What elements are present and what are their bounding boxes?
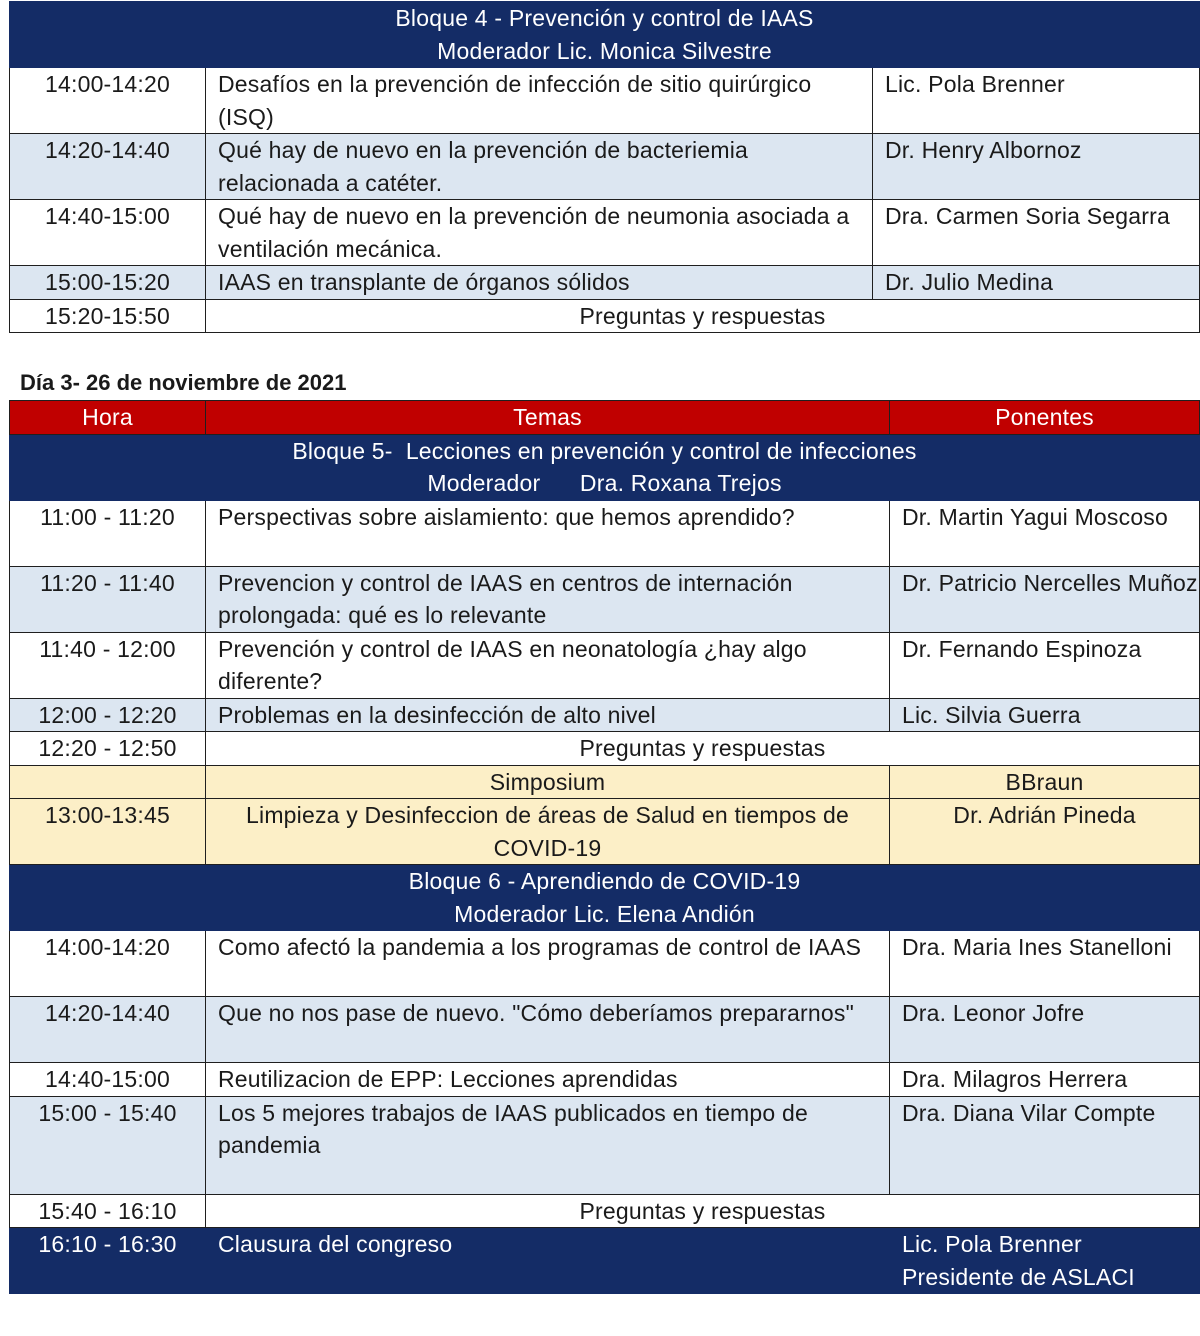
session-speaker: Dr. Julio Medina (873, 266, 1200, 300)
qa-row (10, 299, 1200, 333)
block4-header-band (10, 2, 1200, 68)
session-topic: Los 5 mejores trabajos de IAAS publicados en tiempo de pandemia (206, 1096, 890, 1194)
session-topic: Prevención y control de IAAS en neonatología ¿hay algo diferente? (206, 632, 890, 698)
session-speaker: Dra. Leonor Jofre (890, 997, 1200, 1063)
session-speaker: Dra. Diana Vilar Compte (890, 1096, 1200, 1194)
qa-row (10, 732, 1200, 766)
session-topic: Desafíos en la prevención de infección de sitio quirúrgico (ISQ) (206, 68, 873, 134)
day3-heading: Día 3- 26 de noviembre de 2021 (20, 370, 347, 395)
table-row (10, 931, 1200, 997)
session-speaker: Dra. Maria Ines Stanelloni (890, 931, 1200, 997)
table-row (10, 1096, 1200, 1194)
table-row (10, 632, 1200, 698)
session-time: 11:20 - 11:40 (10, 566, 206, 632)
closing-topic: Clausura del congreso (206, 1228, 890, 1294)
session-speaker: Lic. Pola Brenner (873, 68, 1200, 134)
session-time: 15:00-15:20 (10, 266, 206, 300)
block5-header-band (10, 434, 1200, 500)
block6-header-band (10, 865, 1200, 931)
session-time: 11:00 - 11:20 (10, 500, 206, 566)
session-topic: Perspectivas sobre aislamiento: que hemos aprendido? (206, 500, 890, 566)
header-hora: Hora (10, 401, 206, 435)
symposium-label: Simposium (206, 765, 890, 799)
qa-label: Preguntas y respuestas (206, 299, 1200, 333)
closing-time: 16:10 - 16:30 (10, 1228, 206, 1294)
block4-schedule-table (9, 1, 1200, 333)
qa-time: 12:20 - 12:50 (10, 732, 206, 766)
session-time: 14:40-15:00 (10, 1063, 206, 1097)
header-ponentes: Ponentes (890, 401, 1200, 435)
table-row (10, 266, 1200, 300)
session-time: 12:00 - 12:20 (10, 698, 206, 732)
table-row (10, 997, 1200, 1063)
session-speaker: Lic. Silvia Guerra (890, 698, 1200, 732)
symposium-header-row (10, 765, 1200, 799)
block5-moderator: Moderador Dra. Roxana Trejos (427, 470, 782, 496)
qa-time: 15:40 - 16:10 (10, 1194, 206, 1228)
session-time: 14:20-14:40 (10, 134, 206, 200)
column-header-row (10, 401, 1200, 435)
session-topic: Problemas en la desinfección de alto nivel (206, 698, 890, 732)
table-row (10, 566, 1200, 632)
block6-moderator: Moderador Lic. Elena Andión (454, 900, 755, 927)
day3-schedule-table (9, 400, 1200, 1294)
closing-speaker-cell (890, 1228, 1200, 1294)
table-row (10, 698, 1200, 732)
symposium-row (10, 799, 1200, 865)
closing-row (10, 1228, 1200, 1294)
session-topic: Qué hay de nuevo en la prevención de bacteriemia relacionada a catéter. (206, 134, 873, 200)
qa-label: Preguntas y respuestas (206, 732, 1200, 766)
qa-row (10, 1194, 1200, 1228)
block6-title: Bloque 6 - Aprendiendo de COVID-19 (408, 868, 801, 894)
session-time: 14:20-14:40 (10, 997, 206, 1063)
session-speaker: Dr. Martin Yagui Moscoso (890, 500, 1200, 566)
session-time: 14:00-14:20 (10, 68, 206, 134)
table-row (10, 1063, 1200, 1097)
closing-speaker-role: Presidente de ASLACI (902, 1263, 1135, 1290)
symposium-time: 13:00-13:45 (10, 799, 206, 865)
session-time: 14:40-15:00 (10, 200, 206, 266)
session-speaker: Dr. Henry Albornoz (873, 134, 1200, 200)
session-topic: IAAS en transplante de órganos sólidos (206, 266, 873, 300)
qa-time: 15:20-15:50 (10, 299, 206, 333)
session-topic: Reutilizacion de EPP: Lecciones aprendidas (206, 1063, 890, 1097)
session-topic: Prevencion y control de IAAS en centros de internación prolongada: qué es lo relevante (206, 566, 890, 632)
session-speaker: Dr. Fernando Espinoza (890, 632, 1200, 698)
table-row (10, 500, 1200, 566)
session-topic: Como afectó la pandemia a los programas de control de IAAS (206, 931, 890, 997)
symposium-topic: Limpieza y Desinfeccion de áreas de Salud en tiempos de COVID-19 (206, 799, 890, 865)
session-time: 11:40 - 12:00 (10, 632, 206, 698)
table-row (10, 134, 1200, 200)
closing-speaker: Lic. Pola Brenner (902, 1231, 1082, 1257)
session-speaker: Dra. Carmen Soria Segarra (873, 200, 1200, 266)
block4-title: Bloque 4 - Prevención y control de IAAS (395, 5, 814, 31)
symposium-sponsor: BBraun (890, 765, 1200, 799)
session-topic: Qué hay de nuevo en la prevención de neumonia asociada a ventilación mecánica. (206, 200, 873, 266)
block5-title: Bloque 5- Lecciones en prevención y control de infecciones (292, 437, 917, 464)
session-speaker: Dr. Patricio Nercelles Muñoz (890, 566, 1200, 632)
block4-moderator: Moderador Lic. Monica Silvestre (437, 37, 772, 64)
session-time: 14:00-14:20 (10, 931, 206, 997)
header-temas: Temas (206, 401, 890, 435)
qa-label: Preguntas y respuestas (206, 1194, 1200, 1228)
session-speaker: Dra. Milagros Herrera (890, 1063, 1200, 1097)
session-time: 15:00 - 15:40 (10, 1096, 206, 1194)
symposium-time-empty (10, 765, 206, 799)
table-row (10, 200, 1200, 266)
table-row (10, 68, 1200, 134)
session-topic: Que no nos pase de nuevo. "Cómo deberíamos prepararnos" (206, 997, 890, 1063)
symposium-speaker: Dr. Adrián Pineda (890, 799, 1200, 865)
